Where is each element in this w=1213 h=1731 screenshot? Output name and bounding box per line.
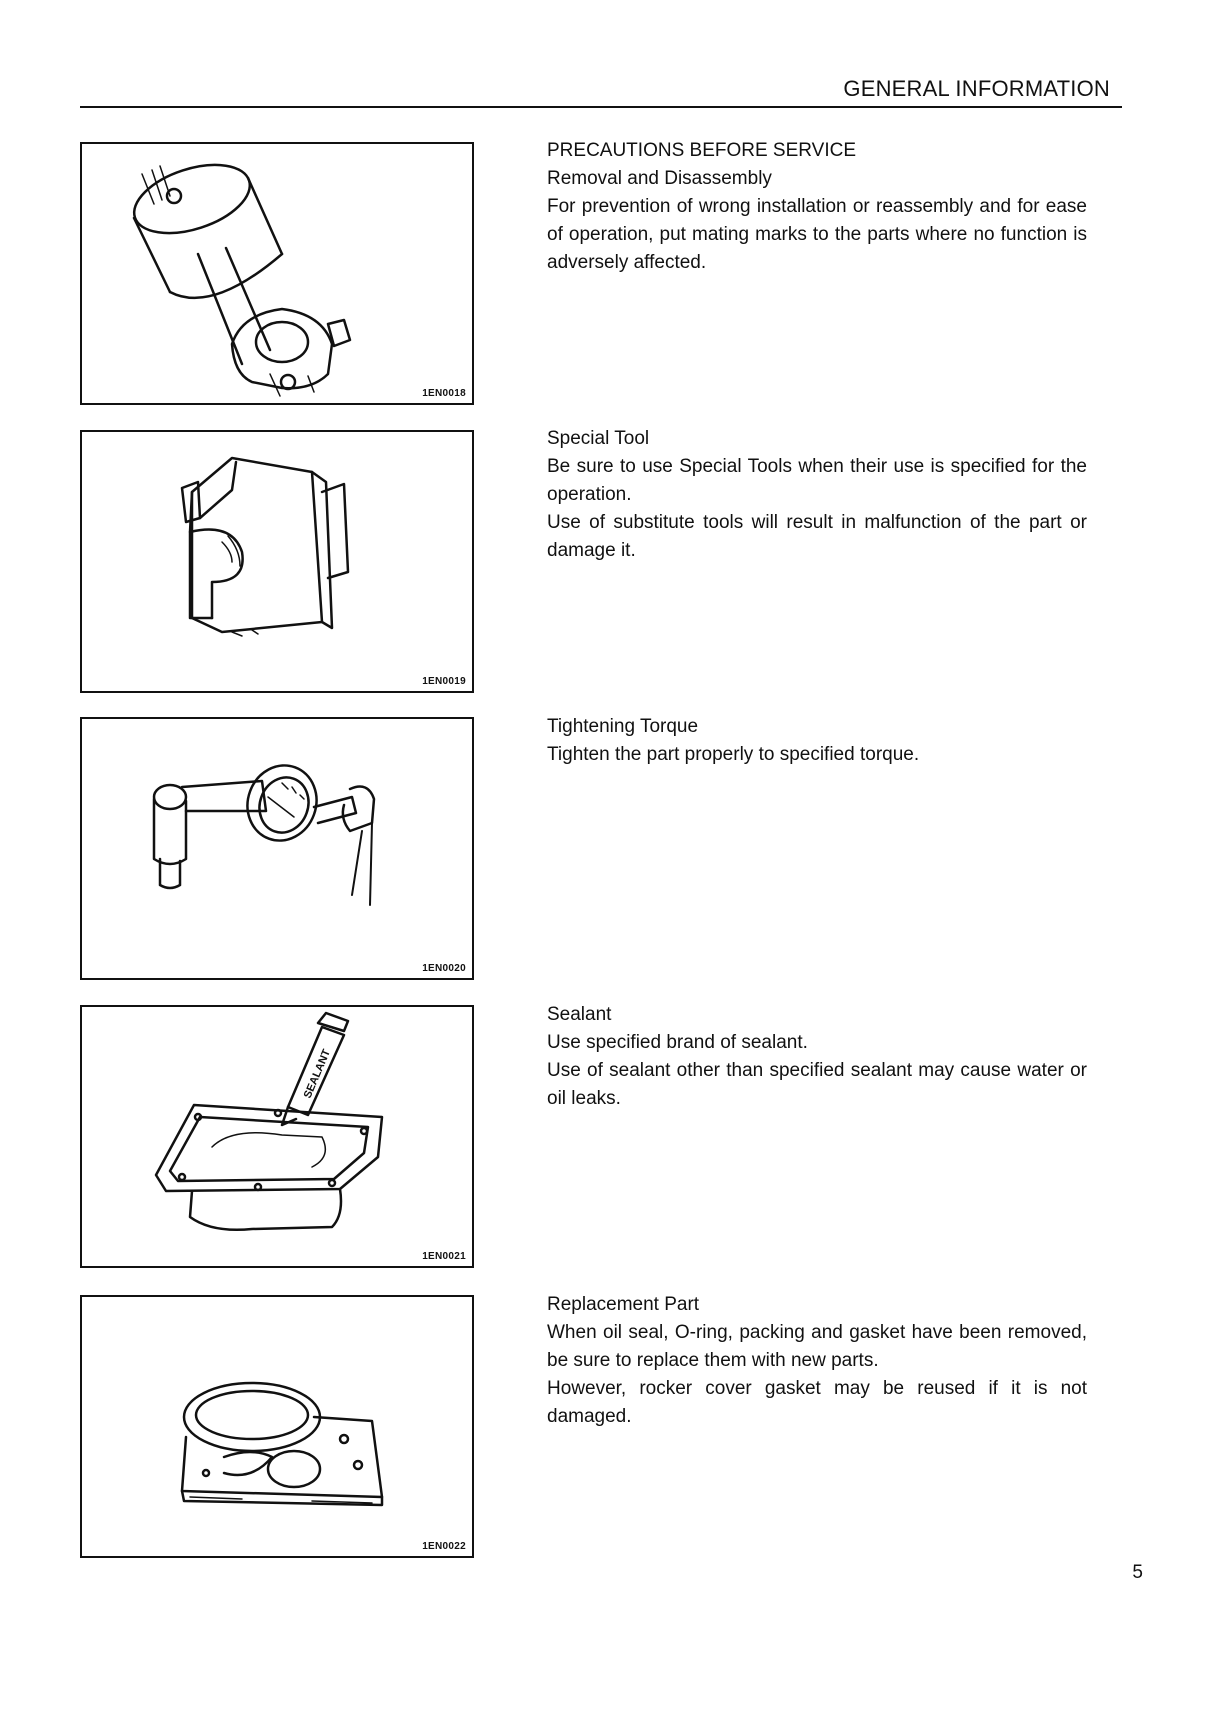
figure-sealant (80, 1005, 474, 1268)
section-paragraph: Be sure to use Special Tools when their use is specified for the operation. (547, 456, 1087, 505)
figure-torque-wrench (80, 717, 474, 980)
section-paragraph: Use of substitute tools will result in malfunction of the part or damage it. (547, 512, 1087, 561)
section-heading: Tightening Torque (547, 716, 699, 737)
section-removal-disassembly (547, 137, 1087, 277)
section-paragraph: For prevention of wrong installation or reassembly and for ease of operation, put mating marks to the parts where no function is adversely affected. (547, 196, 1087, 273)
section-heading: Replacement Part (547, 1294, 700, 1315)
precautions-title: PRECAUTIONS BEFORE SERVICE (547, 140, 856, 161)
section-heading: Sealant (547, 1004, 612, 1025)
section-replacement-part (547, 1291, 1087, 1431)
piston-rod-illustration (82, 144, 472, 403)
section-sealant (547, 1001, 1087, 1113)
figure-piston-connecting-rod (80, 142, 474, 405)
figure-replacement-part (80, 1295, 474, 1558)
section-paragraph: Use specified brand of sealant. (547, 1032, 808, 1053)
section-paragraph: Tighten the part properly to specified torque. (547, 744, 920, 765)
section-paragraph: Use of sealant other than specified sealant may cause water or oil leaks. (547, 1060, 1087, 1109)
section-special-tool (547, 425, 1087, 565)
section-paragraph: However, rocker cover gasket may be reused if it is not damaged. (547, 1378, 1087, 1427)
figure-code: 1EN0019 (422, 676, 466, 687)
torque-wrench-illustration (82, 719, 472, 978)
figure-code: 1EN0020 (422, 963, 466, 974)
o-ring (184, 1383, 320, 1451)
special-tool-illustration (82, 432, 472, 691)
section-paragraph: When oil seal, O-ring, packing and gasket have been removed, be sure to replace them with new parts. (547, 1322, 1087, 1371)
oring-gasket-illustration (82, 1297, 472, 1556)
page-header-title: GENERAL INFORMATION (843, 76, 1110, 101)
header-rule (80, 106, 1122, 108)
sealant-oil-pan-illustration (82, 1007, 472, 1266)
page-number: 5 (1132, 1562, 1143, 1583)
section-heading: Special Tool (547, 428, 650, 449)
figure-special-tool (80, 430, 474, 693)
figure-code: 1EN0022 (422, 1541, 466, 1552)
section-heading: Removal and Disassembly (547, 168, 772, 189)
section-tightening-torque (547, 713, 1087, 769)
sealant-tube-label: SEALANT (301, 1047, 334, 1101)
figure-code: 1EN0018 (422, 388, 466, 399)
figure-code: 1EN0021 (422, 1251, 466, 1262)
